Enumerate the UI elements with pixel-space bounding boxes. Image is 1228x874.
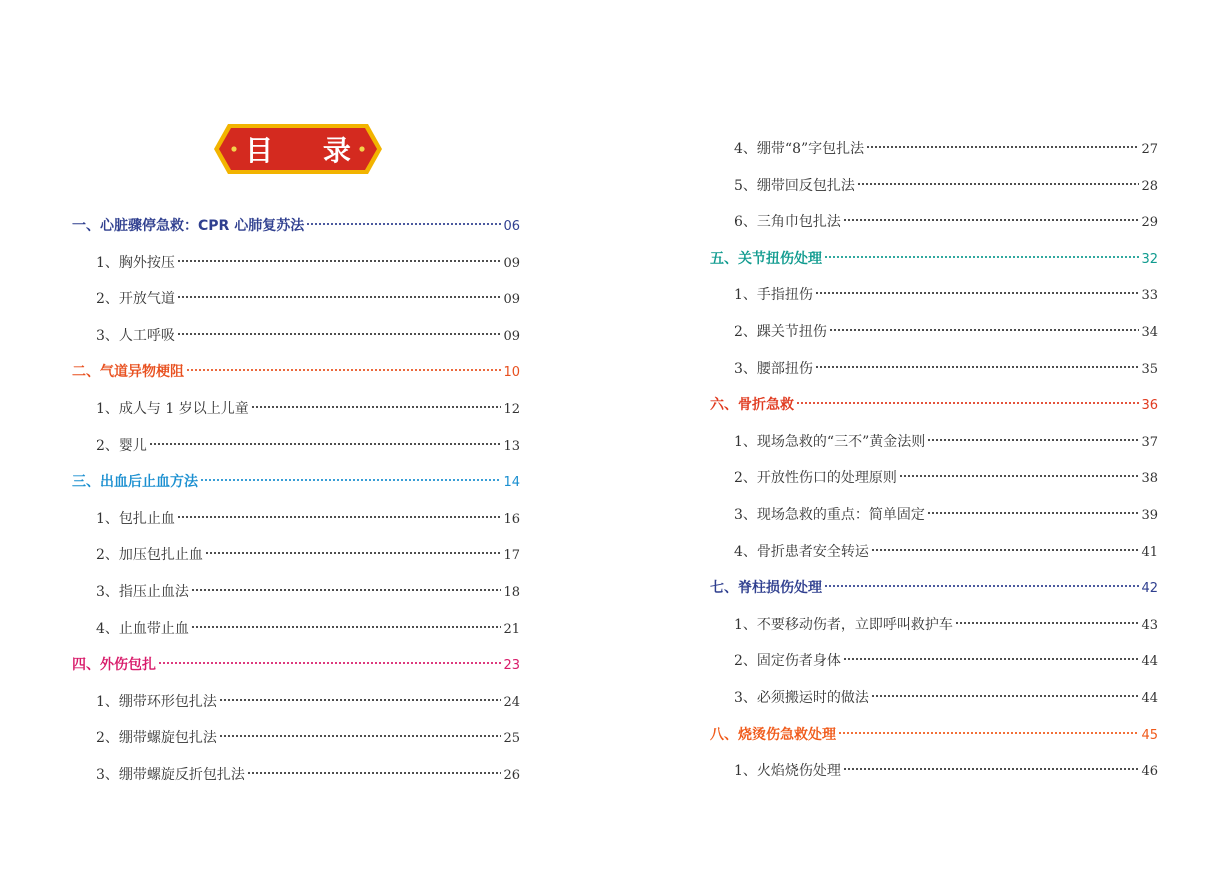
toc-label: 3、必须搬运时的做法 — [734, 689, 869, 706]
toc-page-number: 27 — [1141, 142, 1158, 157]
toc-section-row[interactable] — [72, 464, 520, 501]
toc-entry-row[interactable] — [72, 245, 520, 282]
toc-label: 3、指压止血法 — [96, 583, 189, 600]
toc-label: 3、现场急救的重点：简单固定 — [734, 506, 925, 523]
toc-entry-row[interactable] — [72, 281, 520, 318]
toc-section-row[interactable] — [72, 208, 520, 245]
toc-page-number: 46 — [1141, 764, 1158, 780]
toc-leader-dots — [955, 621, 1140, 625]
toc-leader-dots — [857, 182, 1140, 186]
toc-label: 三、出血后止血方法 — [72, 474, 198, 491]
toc-leader-dots — [796, 401, 1139, 405]
toc-leader-dots — [843, 657, 1140, 661]
toc-label: 3、人工呼吸 — [96, 327, 175, 344]
toc-page-number: 32 — [1141, 251, 1158, 267]
toc-section-row[interactable] — [710, 387, 1158, 424]
toc-page-number: 09 — [503, 328, 520, 344]
toc-label: 2、开放性伤口的处理原则 — [734, 470, 897, 487]
toc-entry-row[interactable] — [72, 428, 520, 465]
toc-leader-dots — [899, 474, 1140, 478]
toc-page-number: 21 — [503, 621, 520, 637]
toc-page-number: 33 — [1141, 288, 1158, 304]
toc-leader-dots — [177, 295, 502, 299]
toc-entry-row[interactable] — [710, 131, 1158, 168]
toc-label: 1、手指扭伤 — [734, 287, 813, 304]
toc-page-number: 44 — [1141, 654, 1158, 670]
toc-entry-row[interactable] — [710, 277, 1158, 314]
toc-entry-row[interactable] — [710, 534, 1158, 571]
toc-label: 1、现场急救的“三不”黄金法则 — [734, 433, 926, 450]
toc-leader-dots — [838, 731, 1139, 735]
toc-entry-row[interactable] — [710, 424, 1158, 461]
toc-entry-row[interactable] — [710, 607, 1158, 644]
toc-page-number: 34 — [1141, 324, 1158, 340]
toc-label: 一、心脏骤停急救：CPR 心肺复苏法 — [72, 218, 305, 234]
toc-section-row[interactable] — [72, 647, 520, 684]
toc-page-number: 10 — [503, 365, 520, 381]
toc-leader-dots — [815, 291, 1140, 295]
toc-label: 1、包扎止血 — [96, 510, 175, 527]
toc-label: 2、踝关节扭伤 — [734, 323, 827, 340]
toc-entry-row[interactable] — [710, 460, 1158, 497]
toc-label: 1、成人与 1 岁以上儿童 — [96, 400, 249, 417]
toc-leader-dots — [927, 511, 1140, 515]
toc-label: 2、固定伤者身体 — [734, 653, 841, 670]
toc-label: 1、不要移动伤者，立即呼叫救护车 — [734, 616, 953, 633]
toc-leader-dots — [306, 222, 501, 226]
toc-label: 4、绷带“8”字包扎法 — [734, 141, 865, 157]
toc-leader-dots — [251, 405, 502, 409]
toc-leader-dots — [177, 332, 502, 336]
toc-page-number: 06 — [503, 219, 520, 234]
page-title: 目 录 — [245, 134, 371, 167]
toc-page-number: 35 — [1141, 361, 1158, 377]
toc-leader-dots — [871, 548, 1140, 552]
toc-label: 五、关节扭伤处理 — [710, 250, 822, 267]
toc-label: 七、脊柱损伤处理 — [710, 580, 822, 597]
toc-page-number: 38 — [1141, 471, 1158, 487]
toc-page-number: 36 — [1141, 398, 1158, 414]
toc-page-number: 29 — [1141, 215, 1158, 231]
toc-section-row[interactable] — [710, 241, 1158, 278]
toc-entry-row[interactable] — [710, 497, 1158, 534]
toc-page-number: 44 — [1141, 690, 1158, 706]
toc-leader-dots — [191, 588, 502, 592]
toc-page-number: 37 — [1141, 434, 1158, 450]
toc-page-number: 39 — [1141, 507, 1158, 523]
toc-right-column — [710, 131, 1158, 790]
toc-leader-dots — [824, 584, 1139, 588]
toc-label: 2、加压包扎止血 — [96, 547, 203, 564]
toc-section-row[interactable] — [72, 354, 520, 391]
toc-page-number: 13 — [503, 438, 520, 454]
toc-page-number: 45 — [1141, 727, 1158, 743]
toc-label: 1、胸外按压 — [96, 254, 175, 271]
toc-page-number: 28 — [1141, 178, 1158, 194]
toc-label: 四、外伤包扎 — [72, 657, 156, 674]
toc-entry-row[interactable] — [710, 351, 1158, 388]
toc-leader-dots — [186, 368, 501, 372]
toc-leader-dots — [158, 661, 501, 665]
toc-entry-row[interactable] — [710, 314, 1158, 351]
toc-leader-dots — [177, 515, 502, 519]
toc-page-number: 18 — [503, 584, 520, 600]
toc-page-number: 26 — [503, 767, 520, 783]
toc-leader-dots — [824, 255, 1139, 259]
toc-page-number: 24 — [503, 694, 520, 710]
toc-entry-row[interactable] — [72, 537, 520, 574]
toc-page-number: 43 — [1141, 617, 1158, 633]
toc-page-number: 41 — [1141, 544, 1158, 560]
toc-section-row[interactable] — [710, 717, 1158, 754]
toc-page-number: 16 — [503, 511, 520, 527]
toc-leader-dots — [247, 771, 502, 775]
toc-label: 1、火焰烧伤处理 — [734, 763, 841, 780]
toc-label: 3、绷带螺旋反折包扎法 — [96, 766, 245, 783]
toc-page-number: 09 — [503, 255, 520, 271]
toc-leader-dots — [829, 328, 1140, 332]
toc-entry-row[interactable] — [710, 204, 1158, 241]
toc-entry-row[interactable] — [72, 501, 520, 538]
toc-label: 二、气道异物梗阻 — [72, 364, 184, 381]
toc-leader-dots — [815, 365, 1140, 369]
toc-entry-row[interactable] — [72, 720, 520, 757]
toc-page-number: 23 — [503, 658, 520, 674]
toc-page-number: 12 — [503, 401, 520, 417]
toc-section-row[interactable] — [710, 570, 1158, 607]
toc-leader-dots — [205, 551, 502, 555]
toc-leader-dots — [149, 442, 502, 446]
toc-label: 1、绷带环形包扎法 — [96, 693, 217, 710]
toc-label: 八、烧烫伤急救处理 — [710, 726, 836, 743]
toc-label: 6、三角巾包扎法 — [734, 214, 841, 231]
toc-entry-row[interactable] — [710, 753, 1158, 790]
toc-label: 4、止血带止血 — [96, 620, 189, 637]
toc-page-number: 14 — [503, 475, 520, 491]
toc-leader-dots — [927, 438, 1139, 442]
toc-leader-dots — [843, 767, 1140, 771]
toc-label: 3、腰部扭伤 — [734, 360, 813, 377]
toc-entry-row[interactable] — [72, 757, 520, 794]
toc-leader-dots — [219, 698, 502, 702]
toc-page-number: 25 — [503, 731, 520, 747]
toc-leader-dots — [866, 145, 1139, 149]
toc-left-column — [72, 208, 520, 794]
toc-label: 4、骨折患者安全转运 — [734, 543, 869, 560]
toc-page-number: 09 — [503, 292, 520, 308]
toc-entry-row[interactable] — [72, 574, 520, 611]
toc-label: 2、开放气道 — [96, 291, 175, 308]
toc-label: 5、绷带回反包扎法 — [734, 177, 855, 194]
toc-label: 2、婴儿 — [96, 437, 147, 454]
toc-leader-dots — [843, 218, 1140, 222]
toc-entry-row[interactable] — [710, 168, 1158, 205]
toc-label: 六、骨折急救 — [710, 397, 794, 414]
toc-label: 2、绷带螺旋包扎法 — [96, 730, 217, 747]
toc-entry-row[interactable] — [72, 684, 520, 721]
toc-page-number: 42 — [1141, 581, 1158, 597]
toc-entry-row[interactable] — [72, 391, 520, 428]
toc-entry-row[interactable] — [72, 318, 520, 355]
toc-page-number: 17 — [503, 548, 520, 564]
toc-leader-dots — [219, 734, 502, 738]
toc-leader-dots — [177, 259, 502, 263]
toc-leader-dots — [871, 694, 1140, 698]
toc-leader-dots — [191, 625, 502, 629]
toc-leader-dots — [200, 478, 501, 482]
toc-entry-row[interactable] — [710, 680, 1158, 717]
toc-entry-row[interactable] — [710, 643, 1158, 680]
toc-entry-row[interactable] — [72, 611, 520, 648]
